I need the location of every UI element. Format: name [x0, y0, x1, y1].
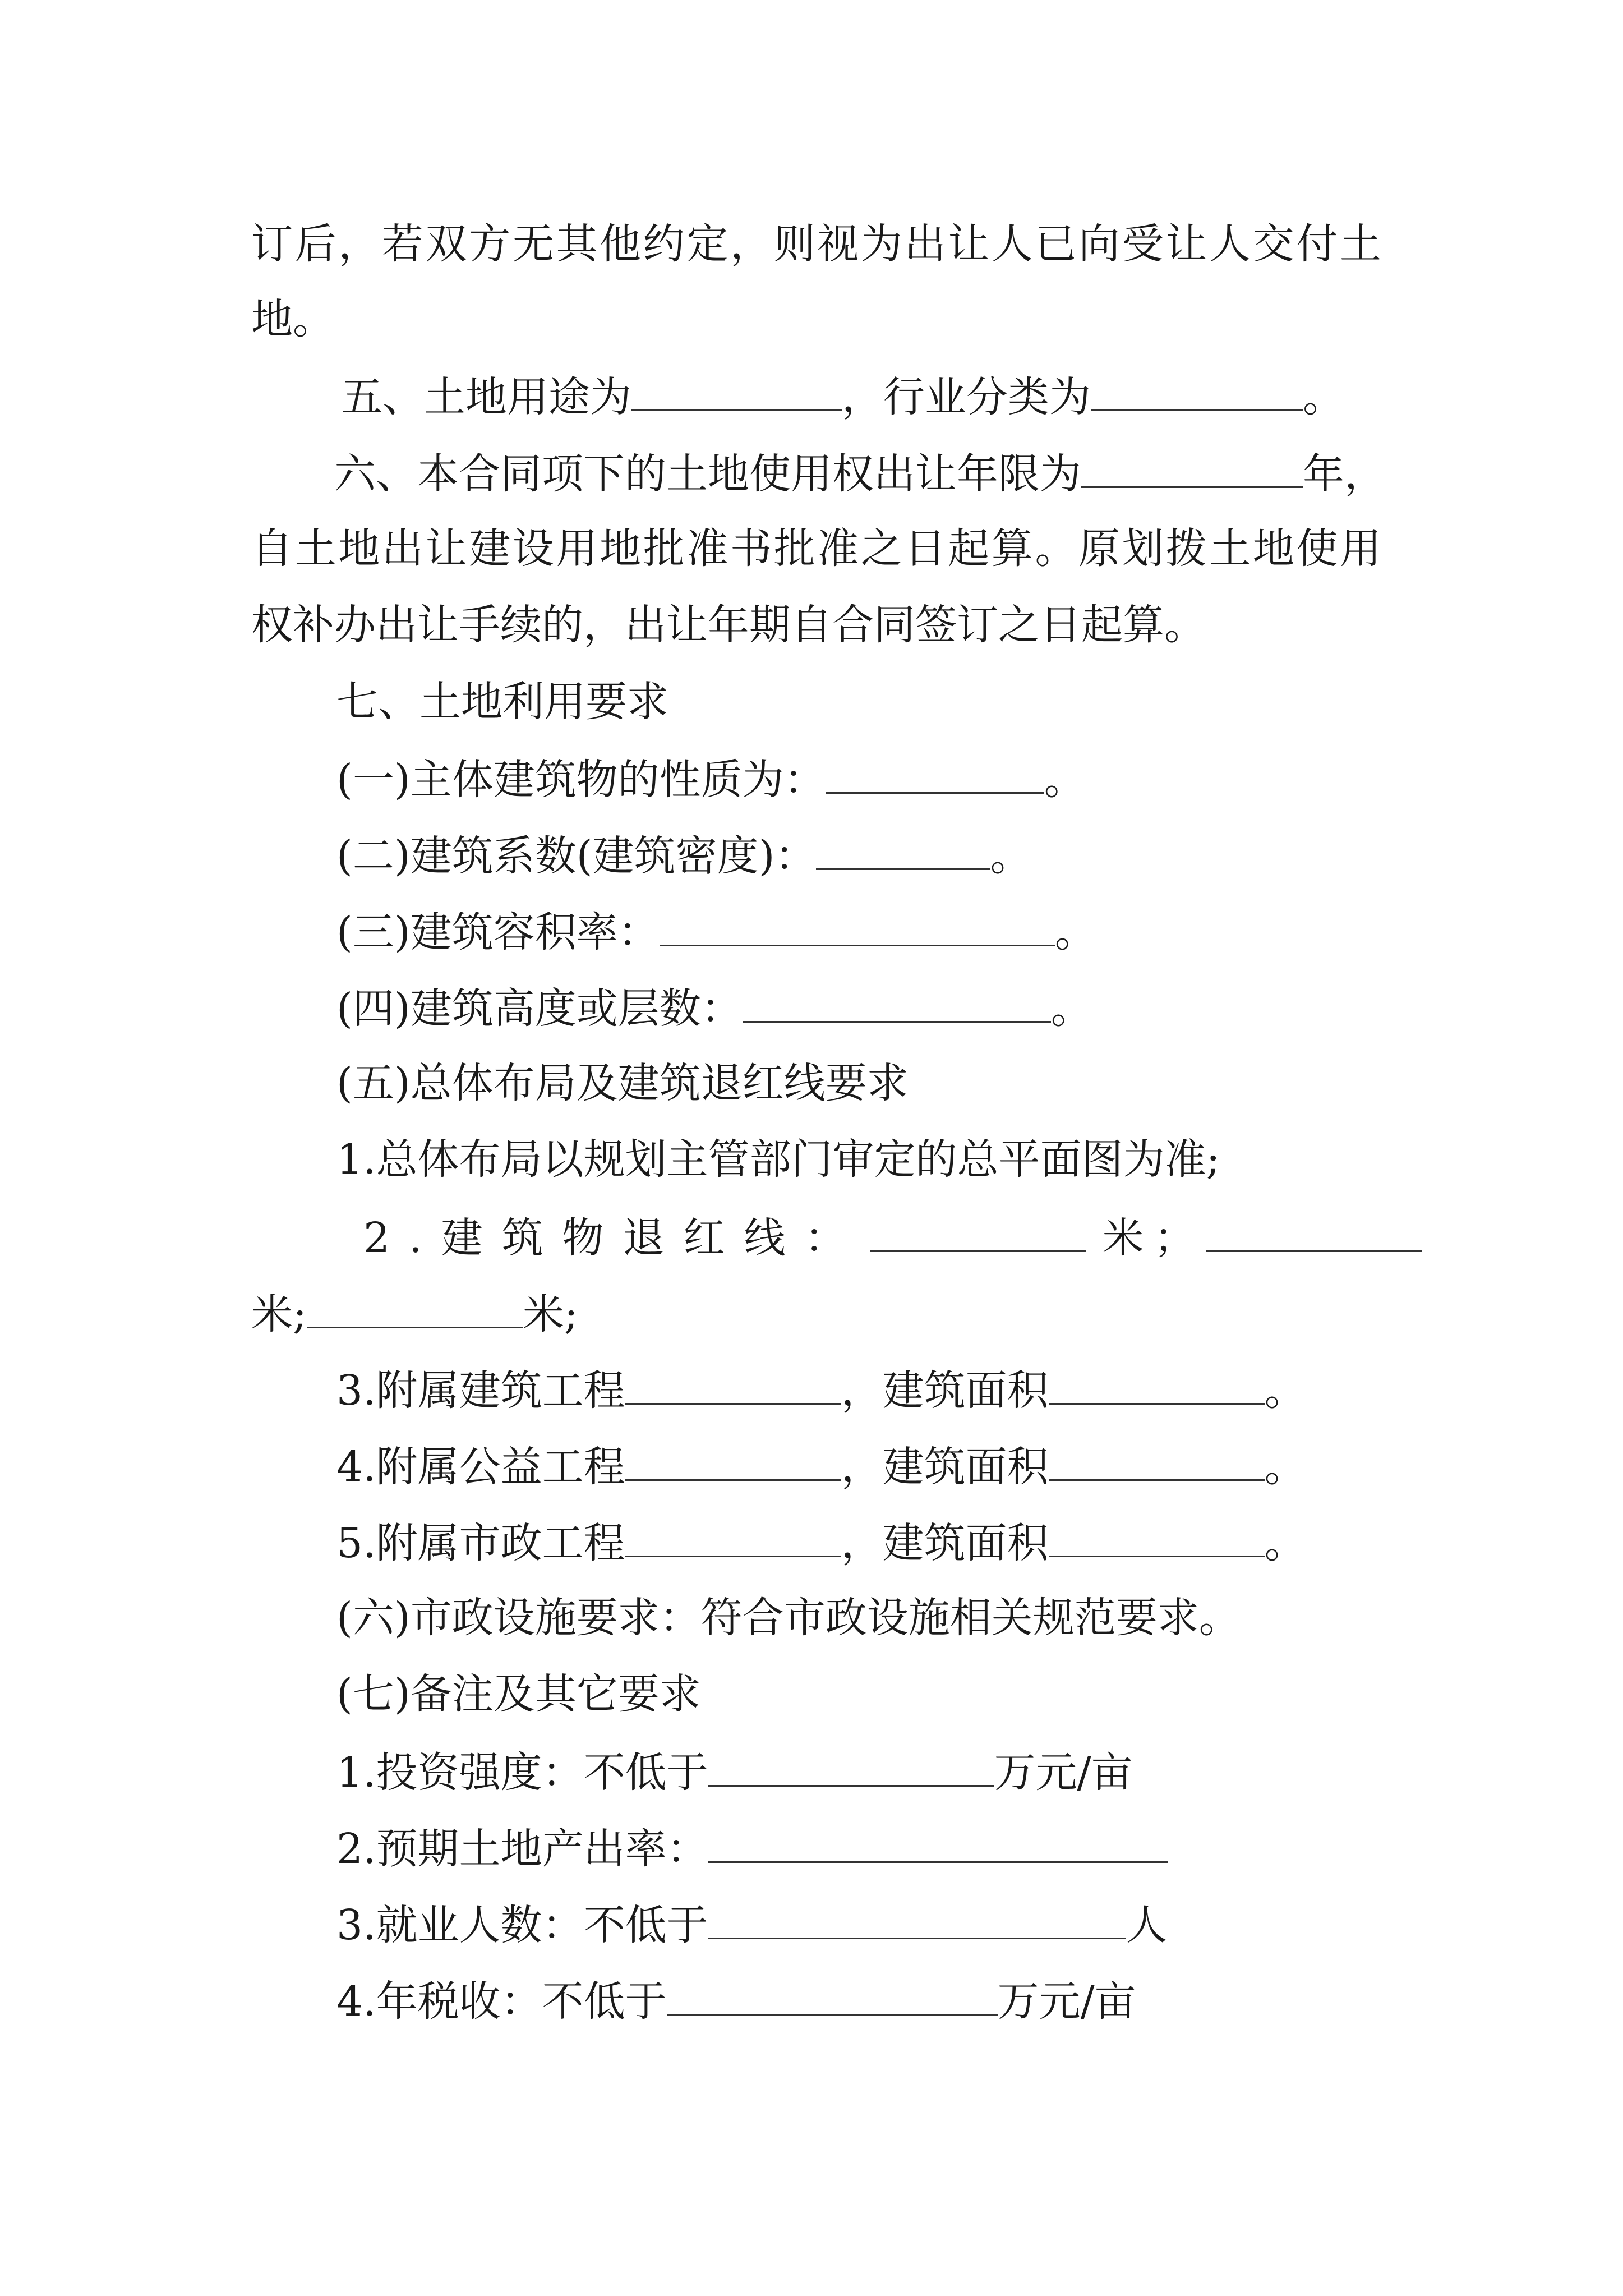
output-rate-blank[interactable] — [708, 1826, 1168, 1863]
text-line-1: 订后，若双方无其他约定，则视为出让人已向受让人交付土 — [251, 220, 1381, 268]
investment-intensity-label: 1.投资强度：不低于 — [336, 1749, 708, 1797]
item-3 — [336, 910, 1096, 955]
employment-blank[interactable] — [708, 1903, 1126, 1939]
annual-tax-label: 4.年税收：不低于 — [336, 1977, 667, 2026]
land-use-label: 五、土地用途为 — [341, 373, 631, 421]
investment-intensity-blank[interactable] — [708, 1750, 994, 1787]
public-welfare-blank[interactable] — [625, 1444, 841, 1481]
industry-blank[interactable] — [1091, 375, 1303, 411]
period: 。 — [990, 832, 1032, 880]
years-suffix: 年， — [1303, 450, 1386, 498]
sub-item-2 — [363, 1216, 1381, 1260]
remark-4 — [336, 1979, 1136, 2024]
term-years-blank[interactable] — [1081, 452, 1303, 488]
item-4 — [336, 986, 1092, 1031]
text-line-6: 权补办出让手续的，出让年期自合同签订之日起算。 — [251, 601, 1206, 649]
floor-area-ratio-blank[interactable] — [660, 910, 1055, 946]
municipal-facilities-text: (六)市政设施要求：符合市政设施相关规范要求。 — [336, 1594, 1241, 1642]
area-label: ，建筑面积 — [841, 1366, 1049, 1415]
remark-1 — [336, 1750, 1133, 1795]
item-7 — [336, 1670, 701, 1718]
period: 。 — [1050, 984, 1092, 1033]
employment-label: 3.就业人数：不低于 — [336, 1901, 708, 1949]
item-5 — [336, 1059, 909, 1107]
period: 。 — [1264, 1519, 1306, 1567]
industry-label: ，行业分类为 — [842, 373, 1091, 421]
remark-2 — [336, 1826, 1168, 1871]
setback-blank-2[interactable] — [1206, 1216, 1422, 1252]
output-rate-label: 2.预期土地产出率： — [336, 1825, 708, 1873]
text-line-2: 地。 — [251, 295, 334, 343]
unit-label: 人 — [1126, 1901, 1168, 1949]
item-1 — [336, 757, 1086, 802]
meter-unit: 米； — [1102, 1214, 1206, 1262]
clause-6 — [334, 452, 1386, 496]
floor-area-ratio-label: (三)建筑容积率： — [336, 908, 660, 956]
building-nature-label: (一)主体建筑物的性质为： — [336, 756, 826, 804]
building-density-label: (二)建筑系数(建筑密度)： — [336, 832, 817, 880]
term-label: 六、本合同项下的土地使用权出让年限为 — [334, 450, 1081, 498]
period: 。 — [1264, 1366, 1306, 1415]
period: 。 — [1044, 756, 1086, 804]
remarks-heading: (七)备注及其它要求 — [336, 1670, 701, 1718]
area-label: ，建筑面积 — [841, 1519, 1049, 1567]
item-6 — [336, 1594, 1241, 1642]
sub-item-3 — [336, 1368, 1306, 1413]
ancillary-building-label: 3.附属建筑工程 — [336, 1366, 625, 1415]
setback-label: 2.建筑物退红线： — [363, 1214, 865, 1262]
building-height-label: (四)建筑高度或层数： — [336, 984, 743, 1033]
paragraph-line — [251, 295, 334, 343]
setback-blank-3[interactable] — [307, 1292, 523, 1328]
ancillary-building-area-blank[interactable] — [1049, 1368, 1265, 1405]
sub-item-1 — [336, 1135, 1220, 1184]
land-use-requirements-heading: 七、土地利用要求 — [336, 678, 668, 726]
text-line-5: 自土地出让建设用地批准书批准之日起算。原划拨土地使用 — [251, 524, 1381, 573]
building-height-blank[interactable] — [743, 986, 1051, 1023]
unit-label: 万元/亩 — [997, 1977, 1136, 2026]
area-label: ，建筑面积 — [841, 1443, 1049, 1491]
clause-5 — [341, 375, 1344, 420]
layout-heading: (五)总体布局及建筑退红线要求 — [336, 1059, 909, 1107]
paragraph-line — [251, 524, 1381, 573]
building-nature-blank[interactable] — [826, 757, 1044, 794]
unit-label: 万元/亩 — [994, 1749, 1133, 1797]
period: 。 — [1303, 373, 1344, 421]
meter-unit: 米; — [522, 1290, 578, 1338]
setback-blank-1[interactable] — [870, 1216, 1086, 1252]
ancillary-building-blank[interactable] — [625, 1368, 841, 1405]
paragraph-line — [251, 220, 1381, 268]
setback-continued — [251, 1292, 578, 1337]
annual-tax-blank[interactable] — [667, 1979, 998, 2016]
sub-item-5 — [336, 1521, 1306, 1566]
item-2 — [336, 834, 1031, 878]
building-density-blank[interactable] — [816, 834, 990, 870]
layout-text: 1.总体布局以规划主管部门审定的总平面图为准; — [336, 1135, 1220, 1184]
remark-3 — [336, 1903, 1168, 1948]
public-welfare-label: 4.附属公益工程 — [336, 1443, 625, 1491]
meter-unit: 米; — [251, 1290, 307, 1338]
sub-item-4 — [336, 1444, 1306, 1489]
period: 。 — [1054, 908, 1096, 956]
municipal-engineering-area-blank[interactable] — [1049, 1521, 1265, 1557]
municipal-engineering-blank[interactable] — [625, 1521, 841, 1557]
public-welfare-area-blank[interactable] — [1049, 1444, 1265, 1481]
period: 。 — [1264, 1443, 1306, 1491]
municipal-engineering-label: 5.附属市政工程 — [336, 1519, 625, 1567]
land-use-blank[interactable] — [631, 375, 842, 411]
paragraph-line — [251, 601, 1206, 649]
section-heading — [336, 678, 668, 726]
